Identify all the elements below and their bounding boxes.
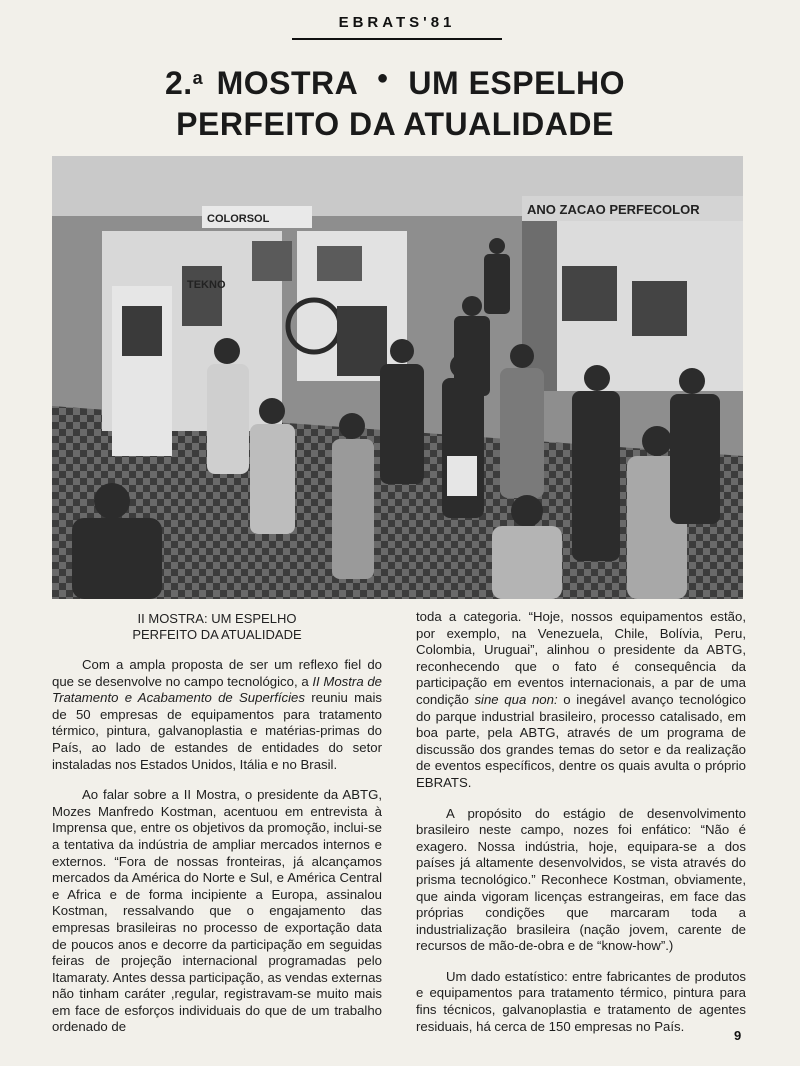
- event-name-italic: II Mostra de Tratamento e Acabamento de Superfícies: [52, 673, 382, 706]
- page-title: [50, 58, 740, 145]
- latin-phrase-italic: sine qua non:: [474, 691, 558, 707]
- paragraph: Com a ampla proposta de ser um reflexo fiel do que se desenvolve no campo tecnológico, a II Mostra de Tratamento e Acabamento de Superfícies reuniu mais de 50 empresas de equipamentos para tratamento térmico, pintura, galvanoplastia e matérias-primas do País, ao lado de estandes de entidades do setor instaladas nos Estados Unidos, Itália e no Brasil.: [52, 657, 382, 772]
- paragraph: toda a categoria. “Hoje, nossos equipamentos estão, por exemplo, na Venezuela, Chile, Bolívia, Peru, Colombia, Uruguai”, alinhou o presidente da ABTG, reconhecendo que o fato é consequência da participação em eventos internacionais, a par de uma condição sine qua non: o inegável avanço tecnológico do parque industrial brasileiro, processo catalisado, em boa parte, pela ABTG, através de um programa de discussão dos grandes temas do setor e da realização de eventos específicos, dentre os quais avulta o próprio EBRATS.: [416, 609, 746, 790]
- paragraph: Ao falar sobre a II Mostra, o presidente da ABTG, Mozes Manfredo Kostman, acentuou em entrevista à Imprensa que, entre os objetivos da promoção, inclui-se a tentativa da indústria de ampliar mercados internos e externos. “Fora de nossas fronteiras, já alcançamos mercados da América do Norte e Sul, e América Central e Africa e de forma incipiente a Europa, assinalou Kostman, ressalvando que o engajamento das empresas brasileiras no processo de exportação data de poucos anos e decorre da participação em seguidas feiras de projeção internacional programadas pelo Itamaraty. Antes dessa participação, as vendas externas não tinham caráter ,regular, registravam-se muito mais em face de esforços individuais do que de um trabalho ordenado de: [52, 787, 382, 1035]
- booth-sign-tekno: TEKNO: [187, 279, 226, 291]
- paragraph: Um dado estatístico: entre fabricantes de produtos e equipamentos para tratamento térmico, pintura para fins técnicos, galvanoplastia e tratamento de agentes residuais, há cerca de 150 empresas no País.: [416, 968, 746, 1034]
- paragraph: A propósito do estágio de desenvolvimento brasileiro neste campo, nozes foi enfático: “Não é exagero. Nossa indústria, hoje, equipara-se a dos países já altamente desenvolvidos, se vista através do prisma tecnológico.” Reconhece Kostman, obviamente, que ainda vigoram licenças estrangeiras, em face das próprias condições que marcaram toda a industrialização brasileira (nação jovem, carente de recursos de mão-de-obra e de “know-how”.): [416, 805, 746, 954]
- booth-sign-anodizacao: ANO ZACAO PERFECOLOR: [527, 202, 700, 217]
- photo-caption: [52, 611, 382, 643]
- title-ordinal: 2.: [164, 65, 193, 101]
- title-line-1: [50, 58, 740, 104]
- caption-line-2: PERFEITO DA ATUALIDADE: [132, 627, 302, 642]
- title-part2: UM ESPELHO: [408, 65, 625, 101]
- page-number: 9: [734, 1028, 742, 1043]
- booth-sign-colorsol: COLORSOL: [207, 213, 270, 225]
- title-bullet: ●: [376, 67, 390, 89]
- title-ordinal-sup: a: [192, 68, 204, 88]
- article-column-left: [52, 657, 382, 1050]
- caption-line-1: II MOSTRA: UM ESPELHO: [137, 611, 297, 626]
- title-part1: MOSTRA: [216, 65, 358, 101]
- title-line-2: PERFEITO DA ATUALIDADE: [176, 106, 614, 142]
- exhibition-photo: [52, 156, 743, 599]
- magazine-header: EBRATS'81: [292, 14, 502, 40]
- exhibition-photo-drawing: [52, 156, 743, 599]
- article-column-right: [416, 609, 746, 1049]
